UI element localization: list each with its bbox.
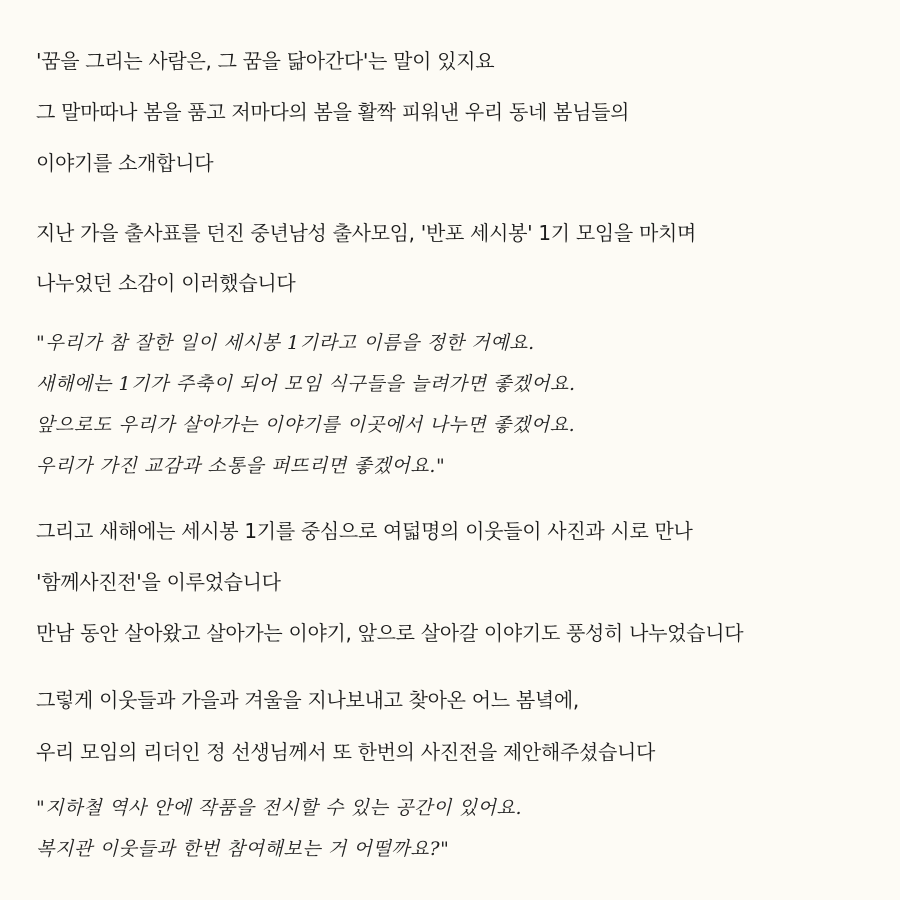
intro-line-2: 그 말마따나 봄을 품고 저마다의 봄을 활짝 피워낸 우리 동네 봄님들의 (36, 100, 630, 124)
quote-2-line-2: 복지관 이웃들과 한번 참여해보는 거 어떨까요?" (36, 838, 450, 860)
quote-1-line-2: 새해에는 1기가 주축이 되어 모임 식구들을 늘려가면 좋겠어요. (36, 373, 576, 395)
quote-1-line-4: 우리가 가진 교감과 소통을 퍼뜨리면 좋겠어요." (36, 455, 446, 477)
quote-1-line-1: "우리가 참 잘한 일이 세시봉 1기라고 이름을 정한 거예요. (36, 332, 535, 354)
meeting-line-1: 지난 가을 출사표를 던진 중년남성 출사모임, '반포 세시봉' 1기 모임을 마치며 (36, 221, 697, 245)
exhibition-line-3: 만남 동안 살아왔고 살아가는 이야기, 앞으로 살아갈 이야기도 풍성히 나누었습니다 (36, 621, 744, 645)
intro-line-1: '꿈을 그리는 사람은, 그 꿈을 닮아간다'는 말이 있지요 (36, 49, 495, 73)
meeting-line-2: 나누었던 소감이 이러했습니다 (36, 271, 296, 295)
spring-line-1: 그렇게 이웃들과 가을과 겨울을 지나보내고 찾아온 어느 봄녘에, (36, 688, 579, 712)
quote-1-line-3: 앞으로도 우리가 살아가는 이야기를 이곳에서 나누면 좋겠어요. (36, 414, 576, 436)
exhibition-line-2: '함께사진전'을 이루었습니다 (36, 570, 281, 594)
intro-line-3: 이야기를 소개합니다 (36, 151, 214, 175)
spring-line-2: 우리 모임의 리더인 정 선생님께서 또 한번의 사진전을 제안해주셨습니다 (36, 740, 656, 764)
quote-2-line-1: "지하철 역사 안에 작품을 전시할 수 있는 공간이 있어요. (36, 797, 523, 819)
exhibition-line-1: 그리고 새해에는 세시봉 1기를 중심으로 여덟명의 이웃들이 사진과 시로 만나 (36, 519, 693, 543)
